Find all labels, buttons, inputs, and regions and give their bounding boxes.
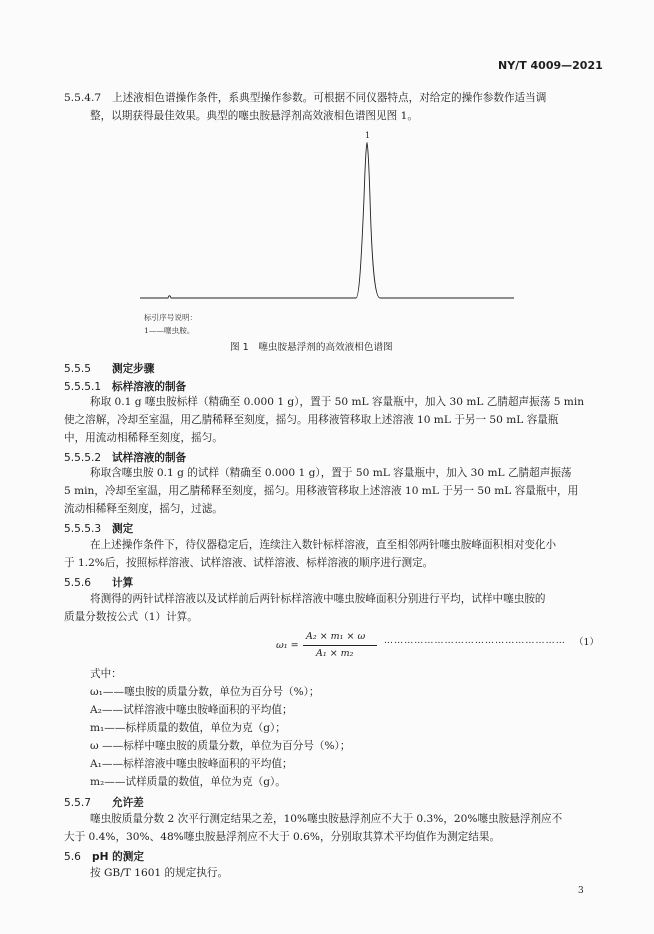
section-5551-line1: 称取 0.1 g 噻虫胺标样（精确至 0.000 1 g），置于 50 mL 容量瓶中，加入 30 mL 乙腈超声振荡 5 min — [90, 396, 585, 408]
chromatogram-trace — [140, 143, 514, 298]
standard-code: NY/T 4009—2021 — [498, 59, 603, 72]
formula-dot-leader: ……………………………………………… — [384, 636, 566, 646]
section-556-line1: 将测得的两针试样溶液以及试样前后两针标样溶液中噻虫胺峰面积分别进行平均，试样中噻虫胺的 — [90, 593, 546, 605]
section-5551-line3: 中，用流动相稀释至刻度，摇匀。 — [64, 432, 223, 444]
legend-item: 1——噻虫胺。 — [144, 326, 195, 335]
where-item: A₂——试样溶液中噻虫胺峰面积的平均值； — [90, 704, 293, 716]
section-5552-line3: 流动相稀释至刻度，摇匀，过滤。 — [64, 503, 223, 515]
formula-numerator: A₂ × m₁ × ω — [306, 631, 366, 642]
fraction-bar — [303, 645, 377, 646]
heading-5551: 5.5.5.1 标样溶液的制备 — [64, 381, 187, 393]
where-item: m₁——标样质量的数值，单位为克（g）； — [90, 722, 286, 734]
formula-lhs: ω₁ = — [276, 640, 299, 651]
section-5547-line1: 5.5.4.7 上述液相色谱操作条件，系典型操作参数。可根据不同仪器特点，对给定的操作参数作适当调 — [64, 92, 547, 104]
peak-label: 1 — [365, 131, 371, 140]
where-item: ω ——标样中噻虫胺的质量分数，单位为百分号（%）； — [90, 740, 351, 752]
section-5547-line2: 整，以期获得最佳效果。典型的噻虫胺悬浮剂高效液相色谱图见图 1。 — [90, 110, 418, 122]
section-557-line2: 大于 0.4%，30%、48%噻虫胺悬浮剂应不大于 0.6%，分别取其算术平均值作为测定结果。 — [64, 831, 501, 843]
section-5553-line1: 在上述操作条件下，待仪器稳定后，连续注入数针标样溶液，直至相邻两针噻虫胺峰面积相对变化小 — [90, 539, 557, 551]
where-item: m₂——试样质量的数值，单位为克（g）。 — [90, 776, 286, 788]
heading-555: 5.5.5 测定步骤 — [64, 363, 155, 375]
page-number: 3 — [578, 886, 584, 896]
chromatogram — [136, 128, 526, 304]
section-number: 5.5.4.7 — [64, 92, 102, 104]
section-557-line1: 噻虫胺质量分数 2 次平行测定结果之差，10%噻虫胺悬浮剂应不大于 0.3%，20%噻虫胺悬浮剂应不 — [90, 813, 563, 825]
heading-56: 5.6 pH 的测定 — [64, 851, 144, 863]
section-5553-line2: 于 1.2%后，按照标样溶液、试样溶液、试样溶液、标样溶液的顺序进行测定。 — [64, 557, 434, 569]
heading-557: 5.5.7 允许差 — [64, 797, 144, 809]
heading-5553: 5.5.5.3 测定 — [64, 523, 134, 535]
heading-5552: 5.5.5.2 试样溶液的制备 — [64, 452, 187, 464]
heading-556: 5.5.6 计算 — [64, 577, 134, 589]
section-5551-line2: 使之溶解，冷却至室温，用乙腈稀释至刻度，摇匀。用移液管移取上述溶液 10 mL 于另一 50 mL 容量瓶 — [64, 414, 559, 426]
where-item: ω₁——噻虫胺的质量分数，单位为百分号（%）； — [90, 686, 320, 698]
formula-number: （1） — [574, 637, 600, 648]
section-5552-line2: 5 min，冷却至室温，用乙腈稀释至刻度，摇匀。用移液管移取上述溶液 10 mL 于另一 50 mL 容量瓶中，用 — [64, 485, 579, 497]
section-56-line1: 按 GB/T 1601 的规定执行。 — [90, 867, 229, 879]
formula-denominator: A₁ × m₂ — [316, 648, 354, 659]
legend-title: 标引序号说明： — [144, 313, 198, 322]
section-556-line2: 质量分数按公式（1）计算。 — [64, 611, 198, 623]
where-item: A₁——标样溶液中噻虫胺峰面积的平均值； — [90, 758, 293, 770]
where-title: 式中： — [90, 668, 122, 680]
figure-caption: 图 1 噻虫胺悬浮剂的高效液相色谱图 — [230, 342, 393, 353]
section-5552-line1: 称取含噻虫胺 0.1 g 的试样（精确至 0.000 1 g），置于 50 mL 容量瓶中，加入 30 mL 乙腈超声振荡 — [90, 467, 572, 479]
